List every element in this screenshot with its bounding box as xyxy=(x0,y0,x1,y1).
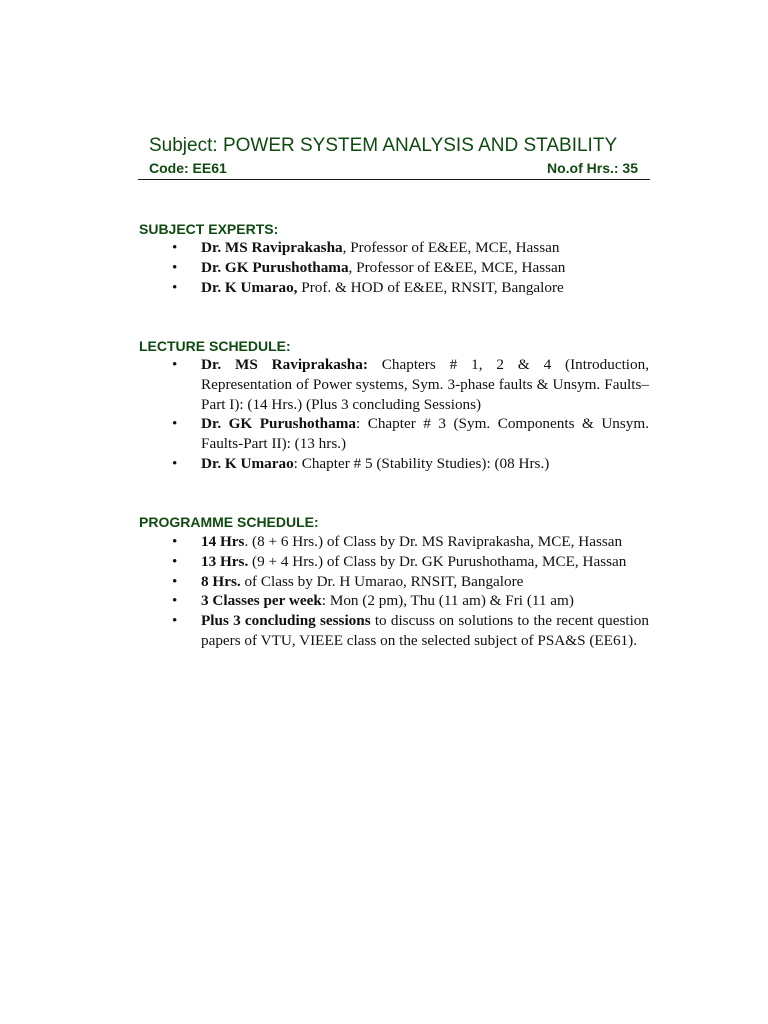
programme-schedule-heading: PROGRAMME SCHEDULE: xyxy=(139,514,319,530)
bullet-icon: • xyxy=(172,415,178,433)
lecture-detail: Chapters # 1, 2 & 4 (Introduction, Representation of Power systems, Sym. 3-phase faults & Unsym. Faults– Part I): (14 Hrs.) (Plus 3 concluding Sessions) xyxy=(201,356,649,413)
bullet-icon: • xyxy=(172,592,178,610)
list-item xyxy=(0,238,649,258)
programme-detail: : Mon (2 pm), Thu (11 am) & Fri (11 am) xyxy=(321,592,574,610)
lecture-schedule-heading: LECTURE SCHEDULE: xyxy=(139,338,291,354)
bullet-icon: • xyxy=(172,552,178,570)
bullet-icon: • xyxy=(172,278,178,296)
subject-experts-heading: SUBJECT EXPERTS: xyxy=(139,221,279,237)
subject-experts-list xyxy=(0,238,649,297)
subject-label: Subject: xyxy=(149,135,218,156)
programme-detail: to discuss on solutions to the recent question papers of VTU, VIEEE class on the selected subject of PSA&S (EE61). xyxy=(201,612,649,649)
lecturer-name: Dr. K Umarao xyxy=(201,454,294,472)
list-item xyxy=(0,552,649,572)
list-item xyxy=(0,258,649,278)
programme-detail: of Class by Dr. H Umarao, RNSIT, Bangalore xyxy=(240,572,524,590)
list-item xyxy=(0,355,649,414)
subject-name: POWER SYSTEM ANALYSIS AND STABILITY xyxy=(222,135,618,156)
expert-name: Dr. GK Purushothama xyxy=(201,258,349,276)
list-item xyxy=(0,611,649,651)
subject-title xyxy=(149,134,617,158)
programme-hours: 13 Hrs. xyxy=(201,552,249,570)
lecture-detail: : Chapter # 5 (Stability Studies): (08 Hrs.) xyxy=(293,454,550,472)
programme-hours: 8 Hrs. xyxy=(201,572,241,590)
list-item xyxy=(0,572,649,592)
expert-detail: , Professor of E&EE, MCE, Hassan xyxy=(348,258,566,276)
expert-detail: , Professor of E&EE, MCE, Hassan xyxy=(342,239,560,256)
bullet-icon: • xyxy=(172,454,178,472)
bullet-icon: • xyxy=(172,356,178,373)
lecture-schedule-list xyxy=(0,355,649,474)
list-item xyxy=(0,532,649,552)
classes-per-week: 3 Classes per week xyxy=(201,592,322,610)
code-hours-row xyxy=(138,158,650,180)
programme-detail: (9 + 4 Hrs.) of Class by Dr. GK Purushothama, MCE, Hassan xyxy=(248,552,627,570)
expert-name: Dr. K Umarao, xyxy=(201,278,298,296)
list-item xyxy=(0,591,649,611)
programme-hours: 14 Hrs xyxy=(201,533,245,550)
lecturer-name: Dr. MS Raviprakasha: xyxy=(201,356,368,373)
list-item xyxy=(0,454,649,474)
concluding-sessions: Plus 3 concluding sessions xyxy=(201,612,371,630)
bullet-icon: • xyxy=(172,612,178,630)
list-item xyxy=(0,278,649,298)
list-item xyxy=(0,414,649,454)
expert-name: Dr. MS Raviprakasha xyxy=(201,239,343,256)
programme-detail: . (8 + 6 Hrs.) of Class by Dr. MS Raviprakasha, MCE, Hassan xyxy=(244,533,623,550)
lecturer-name: Dr. GK Purushothama xyxy=(201,415,356,433)
bullet-icon: • xyxy=(172,572,178,590)
expert-detail: Prof. & HOD of E&EE, RNSIT, Bangalore xyxy=(297,278,564,296)
lecture-detail: : Chapter # 3 (Sym. Components & Unsym. Faults-Part II): (13 hrs.) xyxy=(201,415,649,453)
programme-schedule-list xyxy=(0,532,649,651)
bullet-icon: • xyxy=(172,533,178,550)
bullet-icon: • xyxy=(172,258,178,276)
subject-code: Code: EE61 xyxy=(149,160,227,176)
bullet-icon: • xyxy=(172,239,178,256)
total-hours: No.of Hrs.: 35 xyxy=(546,160,638,176)
